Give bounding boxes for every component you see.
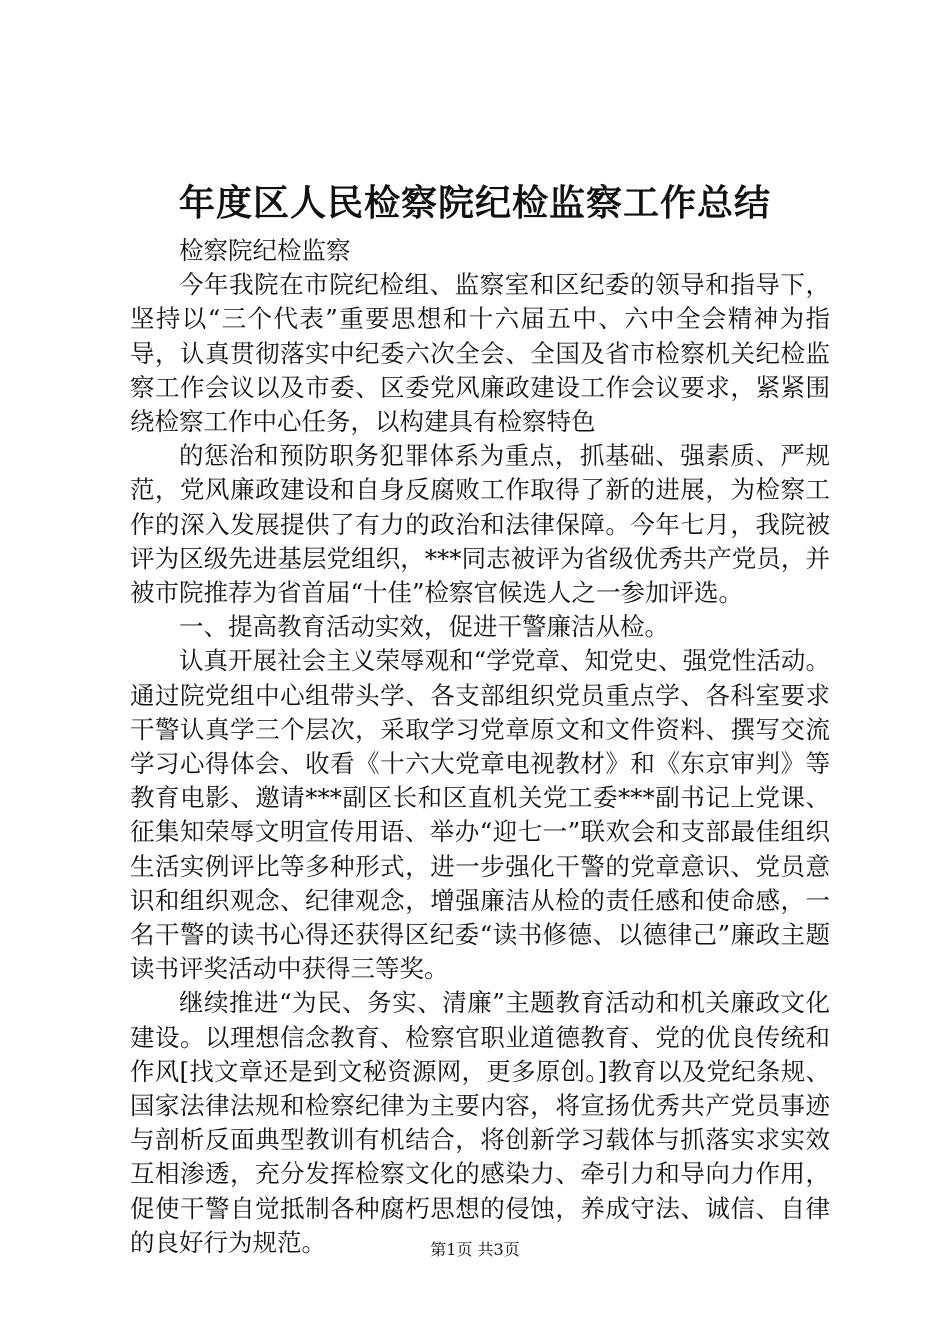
paragraph: 认真开展社会主义荣辱观和“学党章、知党史、强党性活动。通过院党组中心组带头学、各支部组织党员重点学、各科室要求干警认真学三个层次，采取学习党章原文和文件资料、撰写交流学习心得体会、收看《十六大党章电视教材》和《东京审判》等教育电影、邀请***副区长和区直机关党工委***副书记上党课、征集知荣辱文明宣传用语、举办“迎七一”联欢会和支部最佳组织生活实例评比等多种形式，进一步强化干警的党章意识、党员意识和组织观念、纪律观念，增强廉洁从检的责任感和使命感，一名干警的读书心得还获得区纪委“读书修德、以德律己”廉政主题读书评奖活动中获得三等奖。 [130,646,830,984]
document-body [130,234,830,1260]
paragraph: 今年我院在市院纪检组、监察室和区纪委的领导和指导下，坚持以“三个代表”重要思想和十六届五中、六中全会精神为指导，认真贯彻落实中纪委六次全会、全国及省市检察机关纪检监察工作会议以及市委、区委党风廉政建设工作会议要求，紧紧围绕检察工作中心任务，以构建具有检察特色 [130,270,830,437]
document-title: 年度区人民检察院纪检监察工作总结 [178,182,771,224]
section-heading: 一、提高教育活动实效，促进干警廉洁从检。 [179,612,669,642]
paragraph-subtitle: 检察院纪检监察 [179,236,351,265]
page-number: 第1页 共3页 [430,1240,520,1259]
paragraph: 的惩治和预防职务犯罪体系为重点，抓基础、强素质、严规范，党风廉政建设和自身反腐败工作取得了新的进展，为检察工作的深入发展提供了有力的政治和法律保障。今年七月，我院被评为区级先进基层党组织，***同志被评为省级优秀共产党员，并被市院推荐为省首届“十佳”检察官候选人之一参加评选。 [130,441,830,608]
paragraph: 继续推进“为民、务实、清廉”主题教育活动和机关廉政文化建设。以理想信念教育、检察官职业道德教育、党的优良传统和作风[找文章还是到文秘资源网，更多原创。]教育以及党纪条规、国家法律法规和检察纪律为主要内容，将宣扬优秀共产党员事迹与剖析反面典型教训有机结合，将创新学习载体与抓落实求实效互相渗透，充分发挥检察文化的感染力、牵引力和导向力作用，促使干警自觉抵制各种腐朽思想的侵蚀，养成守法、诚信、自律的良好行为规范。 [130,988,830,1257]
